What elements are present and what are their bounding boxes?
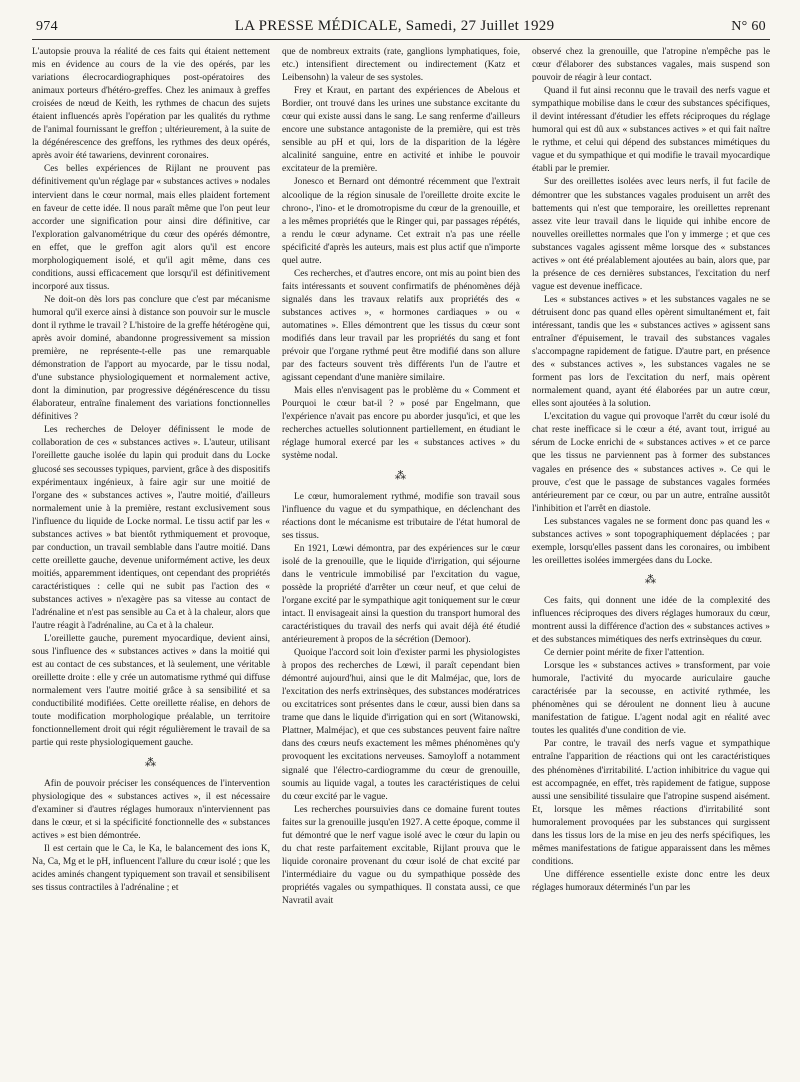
column-1 bbox=[32, 46, 270, 908]
column-3 bbox=[532, 46, 770, 908]
article-columns bbox=[32, 46, 770, 908]
section-asterism: ⁂ bbox=[145, 756, 157, 769]
paragraph: observé chez la grenouille, que l'atropine n'empêche pas le cœur d'élaborer des substances vagales, mais suspend son pouvoir de réagir à leur contact. bbox=[532, 47, 770, 84]
paragraph: L'excitation du vague qui provoque l'arrêt du cœur isolé du chat reste inefficace si le cœur a été, avant tout, irrigué au sérum de Locke enrichi de « substances actives » et ce parce que les tissus ne parviennent pas à former des substances vagales en présence des « substances actives ». Ce qui le prouve, c'est que le passage de substances vagales formées antérieurement par ce cœur, ou par un autre, entraîne aussitôt l'inhibition et l'arrêt en diastole. bbox=[532, 412, 770, 514]
paragraph: Les recherches poursuivies dans ce domaine furent toutes faites sur la grenouille jusqu'en 1927. A cette époque, comme il fut démontré que le nerf vague isolé avec le cœur du lapin ou du chat reste parfaitement excitable, Rijlant prouva que le liquide coronaire provenant du cœur isolé de chat excité par l'intermédiaire du vague ou du sympathique possède des propriétés vagales ou sympathiques. Il constata aussi, ce que Navratil avait bbox=[282, 804, 520, 906]
journal-title: LA PRESSE MÉDICALE, Samedi, 27 Juillet 1929 bbox=[234, 18, 555, 34]
paragraph: Le cœur, humoralement rythmé, modifie son travail sous l'influence du vague et du sympathique, en déclenchant des réactions dont le mécanisme est tributaire de l'état humoral de ses tissus. bbox=[282, 491, 520, 541]
paragraph: Une différence essentielle existe donc entre les deux réglages humoraux déterminés l'un par les bbox=[532, 869, 770, 893]
paragraph: Quand il fut ainsi reconnu que le travail des nerfs vague et sympathique mobilise dans le cœur des substances spécifiques, il devint intéressant d'étudier les effets réciproques du réglage humoral qui est dû aux « substances actives » et qui fait naître le rythme, et celui qui dépend des substances mimétiques du vague et du sympathique et qui modifie le travail myocardique établi par le premier. bbox=[532, 86, 770, 175]
paragraph: Les substances vagales ne se forment donc pas quand les « substances actives » sont topographiquement déplacées ; par exemple, lorsqu'elles passent dans les coronaires, ou imbibent les oreillettes isolées immergées dans du Locke. bbox=[532, 516, 770, 566]
paragraph: Ce dernier point mérite de fixer l'attention. bbox=[544, 648, 705, 659]
paragraph: Les « substances actives » et les substances vagales ne se détruisent donc pas quand elles opèrent simultanément et, fait intéressant, tandis que les « substances actives » agissent sans entraîner d'épuisement, le travail des substances vagales s'accompagne rapidement de fatigue. D'autre part, en présence des « substances actives », les substances vagales ne se forment pas lors de l'excitation du nerf, mais opèrent normalement quand, ayant été élaborées par un autre cœur, elles sont ajoutées à la solution. bbox=[532, 294, 770, 410]
paragraph: Par contre, le travail des nerfs vague et sympathique entraîne l'apparition de réactions qui ont les caractéristiques des phénomènes d'irritabilité. L'action inhibitrice du vague qui est accompagnée, en effet, très rapidement de fatigue, suppose aussi une sensibilité tissulaire que l'atropine suspend aisément. Et, lorsque les mêmes réactions d'irritabilité sont humoralement provoquées par les substances qui surgissent dans les tissus lors de la mise en jeu des nerfs spécifiques, les mêmes manifestations de fatigue apparaissent dans les mêmes conditions. bbox=[532, 739, 770, 867]
paragraph: Frey et Kraut, en partant des expériences de Abelous et Bordier, ont trouvé dans les urines une substance excitante du cœur qui existe aussi dans le sang. Le sang renferme d'ailleurs encore une substance antagoniste de la première, qui est très sensible au pH et qui, lors de la disparition de la légère alcalinité sanguine, entre en activité et inhibe le pouvoir excitateur de la première. bbox=[282, 86, 520, 175]
paragraph: Lorsque les « substances actives » transforment, par voie humorale, l'activité du myocarde auriculaire gauche caractérisée par la secousse, en activité rythmée, les phénomènes qui se déroulent ne donnent lieu à aucune manifestation de fatigue. L'agent nodal agit en réalité avec toutes les qualités d'une condition de vie. bbox=[532, 661, 770, 737]
paragraph: Ces recherches, et d'autres encore, ont mis au point bien des faits intéressants et souvent confirmatifs de phénomènes déjà signalés dans les travaux relatifs aux propriétés des « substances actives », « hormones cardiaques » ou « automatines ». Elles démontrent que les tissus du cœur sont modifiés dans leur travail par les propriétés du sang et font prévoir que l'organe rythmé peut être modifié dans son allure par des facteurs souvent très différents l'un de l'autre et agissant cependant d'une manière similaire. bbox=[282, 268, 520, 384]
page-header bbox=[32, 18, 770, 40]
paragraph: Ne doit-on dès lors pas conclure que c'est par mécanisme humoral qu'il exerce ainsi à distance son pouvoir sur le muscle dont il rythme le travail ? L'histoire de la greffe hétérogène qui, après avoir dominé, abandonne progressivement sa mission première, ne représente-t-elle pas une remarquable démonstration de l'apport au myocarde, par le tissu nodal, d'une substance physiologiquement et normalement active, dont la diminution, par progressive dégénérescence du tissu élaborateur, entraîne finalement des variations fonctionnelles définitives ? bbox=[32, 294, 270, 423]
issue-number: N° 60 bbox=[731, 19, 766, 34]
paragraph: Ces belles expériences de Rijlant ne prouvent pas définitivement qu'un réglage par « substances actives » nodales intervient dans le cœur normal, mais elles plaident fortement en faveur de cette idée. Il nous paraît même que l'on peut leur accorder une signification pour ainsi dire définitive, car l'exploration galvanométrique du cœur des opérés démontre, en effet, que le greffon agit alors qu'il est encore morphologiquement isolé, et qu'il agit même, dans ces conditions, aussi efficacement que lorsqu'il est définitivement incorporé aux tissus. bbox=[32, 164, 270, 292]
page-number: 974 bbox=[36, 19, 58, 34]
paragraph: Sur des oreillettes isolées avec leurs nerfs, il fut facile de démontrer que les substances vagales produisent un arrêt des battements qui n'est que temporaire, les oreillettes reprenant assez vite leur travail dans le liquide qui inhibe encore de nouvelles oreillettes normales que l'on y immerge ; et que ces substances vagales agissent même lorsque des « substances actives » ont été préalablement ajoutées au bain, alors que, par la présence de ces dernières substances, l'excitation du nerf vague est devenue inefficace. bbox=[532, 177, 770, 292]
paragraph: En 1921, Lœwi démontra, par des expériences sur le cœur isolé de la grenouille, que le liquide d'irrigation, qui séjourne dans le ventricule immobilisé par l'excitation du vague, possède la propriété d'arrêter un cœur neuf, et que celui de l'organe excité par le sympathique agit toniquement sur le cœur intact. Il envisageait ainsi la question du transport humoral des caractéristiques du travail des nerfs qui avait déjà été étudié antérieurement à propos de la sécrétion (Demoor). bbox=[282, 543, 520, 646]
column-2 bbox=[282, 46, 520, 908]
paragraph: Il est certain que le Ca, le Ka, le balancement des ions K, Na, Ca, Mg et le pH, influencent l'allure du cœur isolé ; que les acides aminés changent typiquement son travail et sensibilisent ses tissus contractiles à l'adrénaline ; et bbox=[32, 843, 270, 893]
paragraph: Mais elles n'envisagent pas le problème du « Comment et Pourquoi le cœur bat-il ? » posé par Engelmann, que l'expérience n'avait pas encore pu aborder jusqu'ici, et que les recherches actuelles solutionnent partiellement, en étudiant le réglage humoral exercé par les « substances actives » du système nodal. bbox=[282, 386, 520, 462]
paragraph: Les recherches de Deloyer définissent le mode de collaboration de ces « substances actives ». L'auteur, utilisant l'oreillette gauche isolée du lapin qui produit dans du Locke glucosé ses secousses typiques, parvient, grâce à des dispositifs expérimentaux ingénieux, à faire agir sur une moitié de l'organe des « substances actives », l'autre moitié, d'ailleurs normalement unie à la première, restant exclusivement sous l'influence du liquide de Locke normal. Le tissu actif par les « substances actives » bat bientôt rythmiquement et provoque, par conduction, un travail semblable dans l'autre moitié. Dans cette oreillette gauche, devenue uniformément active, les deux moitiés, apparemment identiques, ont cependant des propriétés caractéristiques : celle qui ne subit pas l'action des « substances actives » n'exagère pas sa vitesse au contact de l'adrénaline et n'est pas sensible au Ca et à la chaleur, alors que l'autre réagit à l'adrénaline, au Ca et à la chaleur. bbox=[32, 425, 270, 632]
paragraph: Quoique l'accord soit loin d'exister parmi les physiologistes à propos des recherches de Lœwi, il paraît cependant bien démontré aujourd'hui, ainsi que le dit Malméjac, que, lors de l'excitation des nerfs extrinsèques, des substances modératrices ou excitatrices sont présentes dans le cœur, aussi bien dans sa trame que dans le liquide d'irrigation qui en sort (Witanowski, Plattner, Malméjac), et que ces substances peuvent faire naître dans des cœurs neufs exactement les mêmes phénomènes qu'y provoquent les excitations nerveuses. Samoyloff a notamment signalé que l'électro-cardiogramme du cœur de grenouille, soumis au liquide vagal, a toutes les caractéristiques de celui du cœur excité par le vague. bbox=[282, 648, 520, 802]
section-asterism: ⁂ bbox=[395, 469, 407, 482]
paragraph: L'oreillette gauche, purement myocardique, devient ainsi, sous l'influence des « substances actives » dans la moitié qui est au contact de ces substances, et là seulement, une véritable oreillette droite : elle y crée un automatisme rythmé qui diffuse normalement vers l'autre moitié grâce à sa sensibilité et sa conductibilité modifiées. Cette oreillette réalise, en dehors de toute modification morphologique préalable, un territoire fonctionnellement droit qui régit régulièrement le travail de sa partie qui reste physiologiquement gauche. bbox=[32, 634, 270, 749]
paragraph: Ces faits, qui donnent une idée de la complexité des influences réciproques des divers réglages humoraux du cœur, montrent aussi la différence d'action des « substances actives » et des substances mimétiques des nerfs extrinsèques du cœur. bbox=[532, 595, 770, 646]
paragraph: Jonesco et Bernard ont démontré récemment que l'extrait alcoolique de la région sinusale de l'oreillette droite excite le chrono-, l'ino- et le dromotropisme du cœur de la grenouille, et a les mêmes propriétés que le Ringer qui, par passages répétés, a rendu le cœur adyname. Cet extrait n'a pas une réelle spécificité d'après les auteurs, mais est plus actif que n'importe quel autre. bbox=[282, 177, 520, 266]
section-asterism: ⁂ bbox=[645, 573, 657, 586]
paragraph: L'autopsie prouva la réalité de ces faits qui étaient nettement mis en évidence au cours de la vie des opérés, par les variations élecrocardiographiques post-opératoires des animaux porteurs d'hétéro-greffes. Chez les animaux à greffes croisées de nœud de Keith, les rythmes de chacun des sujets étaient influencés après l'opération par les qualités du rythme de l'animal fournissant le greffon ; ultérieurement, à la suite de la dégénérescence des greffons, les rythmes des deux opérés, après avoir été tawariens, devinrent coronaires. bbox=[32, 47, 270, 162]
paragraph: que de nombreux extraits (rate, ganglions lymphatiques, foie, etc.) intensifient directement ou indirectement (Katz et Leibensohn) la valeur de ses systoles. bbox=[282, 47, 520, 84]
paragraph: Afin de pouvoir préciser les conséquences de l'intervention physiologique des « substances actives », il est nécessaire d'examiner si d'autres réglages humoraux n'interviennent pas dans le cœur, et si la spécificité fonctionnelle des « substances actives » est bien démontrée. bbox=[32, 778, 270, 841]
